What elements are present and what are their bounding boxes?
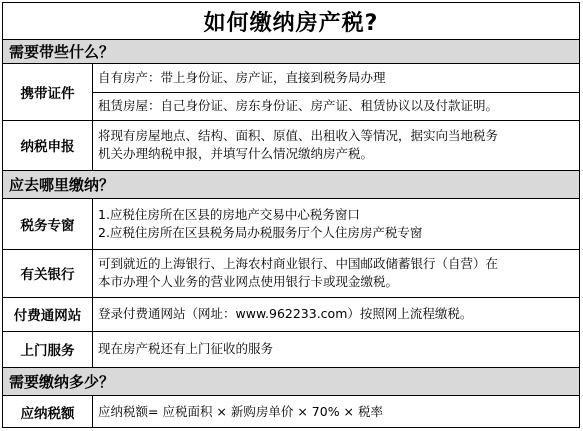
section-heading-where-to-pay: 应去哪里缴纳？ (3, 170, 579, 199)
banks-line-1: 可到就近的上海银行、上海农村商业银行、中国邮政储蓄银行（自营）在 (98, 256, 499, 271)
row-content-carry-rent (93, 92, 579, 120)
row-label-banks: 有关银行 (3, 249, 93, 297)
row-content-declare (93, 120, 579, 170)
row-label-declare: 纳税申报 (3, 120, 93, 170)
row-content-door-service (93, 331, 579, 367)
row-label-tax-window: 税务专窗 (3, 199, 93, 249)
page-title: 如何缴纳房产税? (3, 3, 579, 40)
row-label-website: 付费通网站 (3, 297, 93, 331)
tax-info-table (2, 2, 580, 428)
row-content-banks (93, 249, 579, 297)
row-label-amount: 应纳税额 (3, 396, 93, 427)
carry-line-rented-house: 租赁房屋：自己身份证、房东身份证、房产证、租赁协议以及付款证明。 (98, 98, 499, 113)
tax-window-line-2: 2.应税住房所在区县税务局办税服务厅个人住房房产税专窗 (98, 225, 423, 240)
amount-formula: 应纳税额= 应税面积 × 新购房单价 × 70% × 税率 (98, 403, 383, 419)
row-label-door-service: 上门服务 (3, 331, 93, 367)
website-line: 登录付费通网站（网址：www.962233.com）按照网上流程缴税。 (98, 306, 473, 321)
section-heading-how-much: 需要缴纳多少？ (3, 367, 579, 396)
row-content-amount (93, 396, 579, 427)
tax-window-line-1: 1.应税住房所在区县的房地产交易中心税务窗口 (98, 207, 360, 222)
row-content-carry-own (93, 64, 579, 92)
declare-line-2: 机关办理纳税申报，并填写什么情况缴纳房产税。 (98, 146, 374, 161)
door-service-line: 现在房产税还有上门征收的服务 (98, 341, 274, 356)
carry-line-own-property: 自有房产：带上身份证、房产证，直接到税务局办理 (98, 70, 386, 85)
section-heading-what-to-bring: 需要带些什么？ (3, 39, 579, 64)
row-label-carry: 携带证件 (3, 64, 93, 120)
row-content-website (93, 297, 579, 331)
row-content-tax-window (93, 199, 579, 249)
declare-line-1: 将现有房屋地点、结构、面积、原值、出租收入等情况，据实向当地税务 (98, 128, 499, 143)
banks-line-2: 本市办理个人业务的营业网点使用银行卡或现金缴税。 (98, 274, 399, 289)
